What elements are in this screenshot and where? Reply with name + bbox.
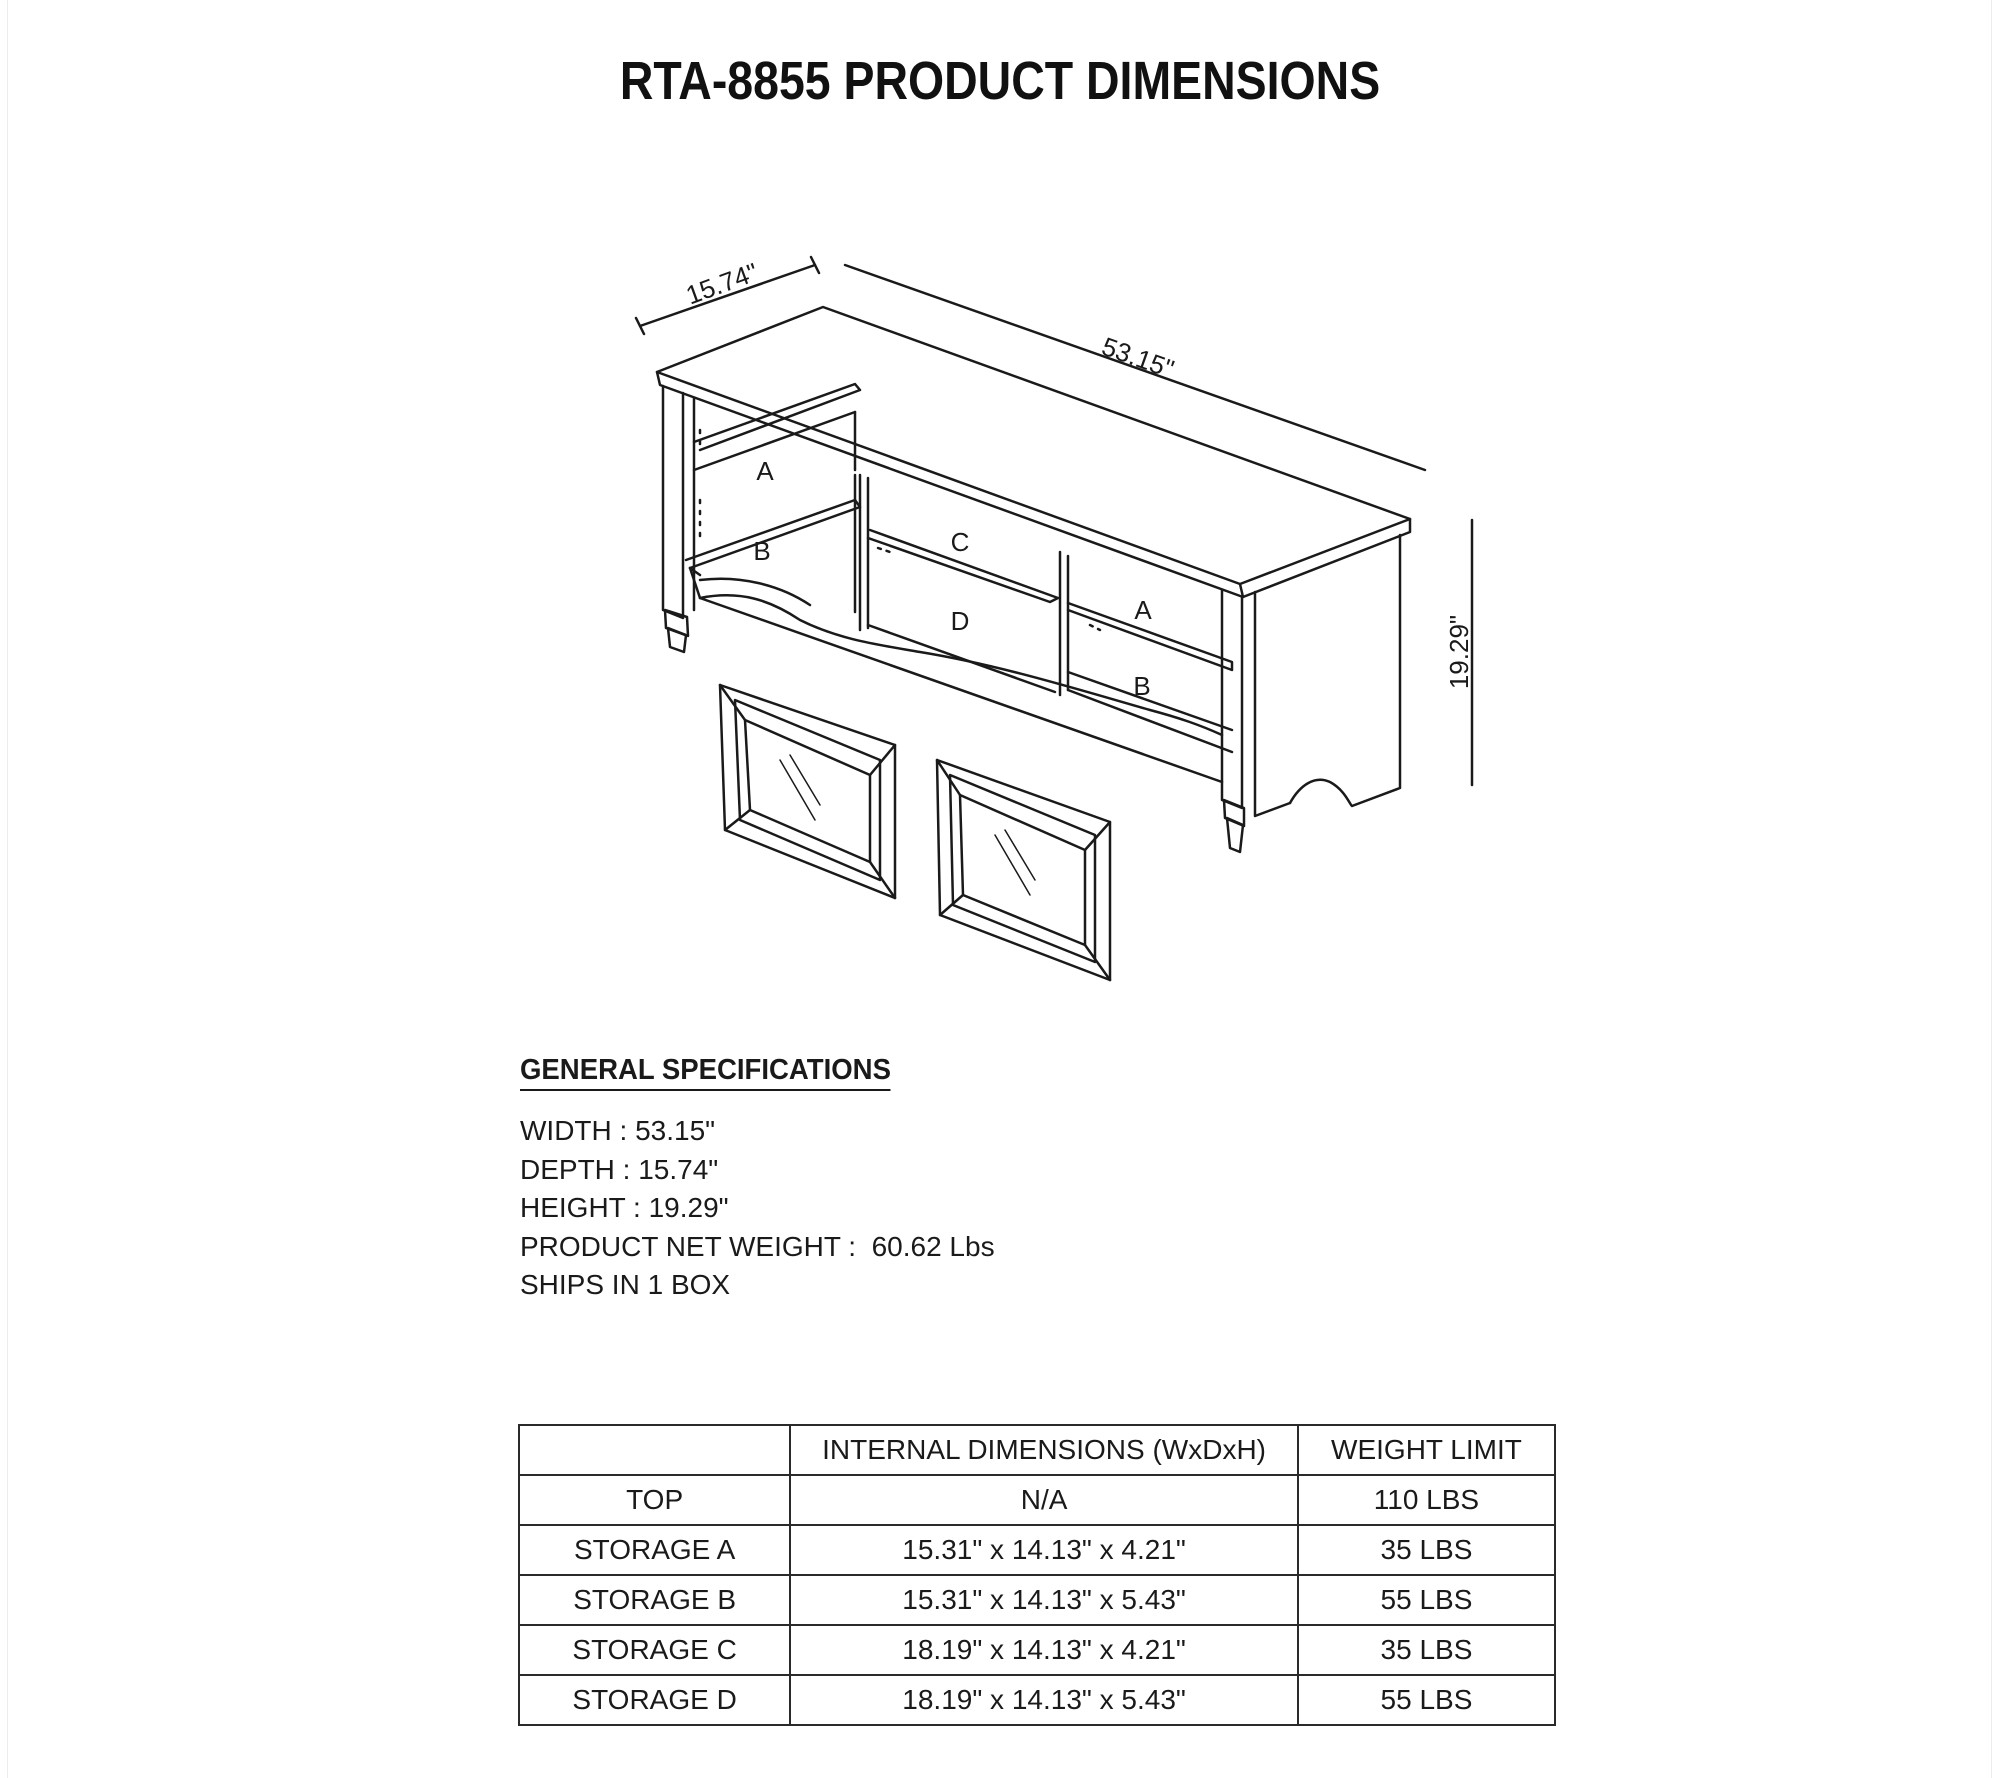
table-cell: STORAGE B [519, 1575, 790, 1625]
table-cell: 110 LBS [1298, 1475, 1555, 1525]
glass-door-right [937, 760, 1110, 980]
table-header-cell [519, 1425, 790, 1475]
spec-width: WIDTH : 53.15" [520, 1115, 716, 1146]
spec-depth: DEPTH : 15.74" [520, 1153, 719, 1185]
bay-label-right-bottom: B [1133, 671, 1151, 701]
glass-door-left [720, 685, 895, 898]
table-header-cell: INTERNAL DIMENSIONS (WxDxH) [790, 1425, 1298, 1475]
table-cell: 18.19" x 14.13" x 4.21" [790, 1625, 1298, 1675]
table-cell: 55 LBS [1298, 1675, 1555, 1725]
table-row [519, 1475, 1555, 1525]
table-cell: STORAGE D [519, 1675, 790, 1725]
table-cell: 35 LBS [1298, 1625, 1555, 1675]
stand-right-end-panel [1255, 535, 1400, 816]
stand-right-side [1222, 590, 1244, 852]
bay-label-left-top: A [756, 456, 774, 486]
spec-ships-in: SHIPS IN 1 BOX [520, 1269, 731, 1300]
bay-label-left-bottom: B [753, 536, 771, 566]
table-row [519, 1675, 1555, 1725]
bay-label-center-top: C [950, 527, 970, 557]
table-cell: 15.31" x 14.13" x 5.43" [790, 1575, 1298, 1625]
general-specifications-list [520, 1112, 995, 1305]
table-cell: STORAGE C [519, 1625, 790, 1675]
table-row [519, 1625, 1555, 1675]
stand-left-side [663, 386, 694, 652]
table-cell: 35 LBS [1298, 1525, 1555, 1575]
bay-label-right-top: A [1134, 595, 1152, 625]
storage-dimensions-table [518, 1424, 1556, 1726]
depth-dimension-label: 15.74" [681, 256, 762, 311]
table-row [519, 1575, 1555, 1625]
general-specifications-heading: GENERAL SPECIFICATIONS [520, 1054, 891, 1091]
table-cell: STORAGE A [519, 1525, 790, 1575]
spec-height: HEIGHT : 19.29" [520, 1192, 729, 1223]
table-header-cell: WEIGHT LIMIT [1298, 1425, 1555, 1475]
spec-net-weight: PRODUCT NET WEIGHT : 60.62 Lbs [520, 1230, 995, 1262]
table-header-row [519, 1425, 1555, 1475]
table-cell: 18.19" x 14.13" x 5.43" [790, 1675, 1298, 1725]
table-cell: 15.31" x 14.13" x 4.21" [790, 1525, 1298, 1575]
bay-label-center-bottom: D [950, 606, 970, 636]
page-title: RTA-8855 PRODUCT DIMENSIONS [619, 51, 1381, 111]
height-dimension-label: 19.29" [1444, 614, 1474, 690]
table-cell: N/A [790, 1475, 1298, 1525]
table-cell: 55 LBS [1298, 1575, 1555, 1625]
center-shelf-section [860, 475, 1068, 695]
table-row [519, 1525, 1555, 1575]
table-cell: TOP [519, 1475, 790, 1525]
width-dimension-label: 53.15" [1097, 330, 1179, 385]
